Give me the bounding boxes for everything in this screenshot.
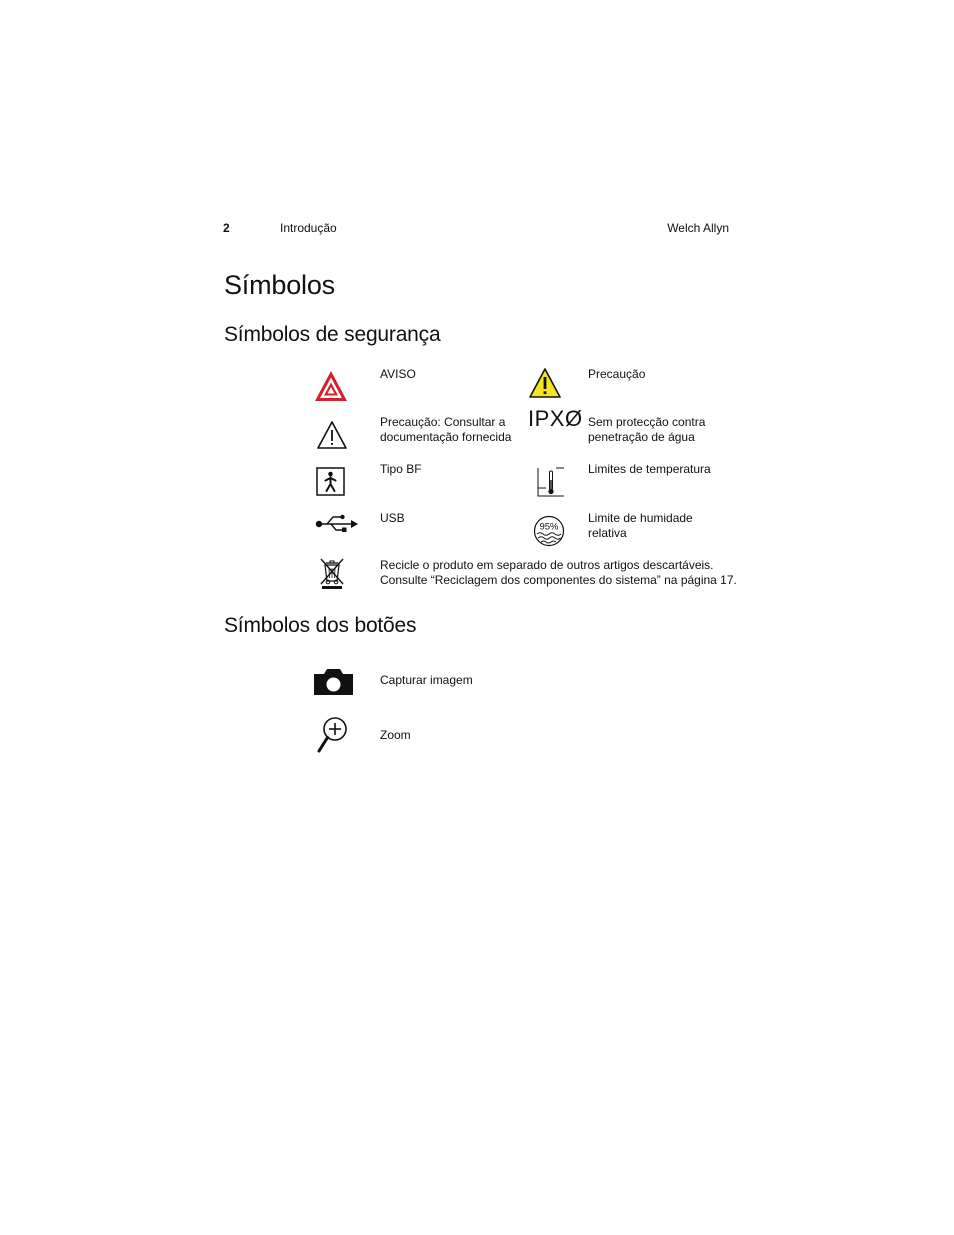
page-title: Símbolos	[224, 270, 335, 300]
usb-label: USB	[380, 511, 405, 525]
caution-consult-icon	[316, 420, 348, 450]
weee-recycle-bin-icon	[318, 556, 346, 590]
caution-yellow-icon	[528, 367, 562, 400]
section-name: Introdução	[280, 221, 337, 235]
type-bf-icon	[316, 467, 345, 496]
recicle-label: Recicle o produto em separado de outros artigos descartáveis. Consulte “Reciclagem dos componentes do sistema” na página 17.	[380, 558, 737, 587]
usb-icon	[315, 514, 359, 534]
humidade-label: Limite de humidade relativa	[588, 511, 693, 540]
safety-symbols-heading: Símbolos de segurança	[224, 323, 441, 346]
page-number: 2	[223, 221, 230, 235]
precaucao-label: Precaução	[588, 367, 646, 381]
page-header	[223, 221, 729, 239]
ipx0-mark: IPXØ	[528, 406, 583, 431]
zoom-label: Zoom	[380, 728, 411, 742]
warning-triangle-icon	[313, 368, 349, 404]
temperature-limit-icon	[536, 466, 566, 498]
humidity-limit-icon	[533, 515, 565, 547]
brand-name: Welch Allyn	[667, 221, 729, 235]
camera-icon	[313, 668, 354, 696]
svg-text:95%: 95%	[539, 521, 559, 533]
tipo-bf-label: Tipo BF	[380, 462, 422, 476]
button-symbols-heading: Símbolos dos botões	[224, 614, 417, 637]
zoom-magnifier-icon	[316, 716, 350, 754]
agua-label: Sem protecção contra penetração de água	[588, 415, 706, 444]
aviso-label: AVISO	[380, 367, 416, 381]
temperatura-label: Limites de temperatura	[588, 462, 711, 476]
capturar-label: Capturar imagem	[380, 673, 473, 687]
consultar-label: Precaução: Consultar a documentação fornecida	[380, 415, 512, 444]
